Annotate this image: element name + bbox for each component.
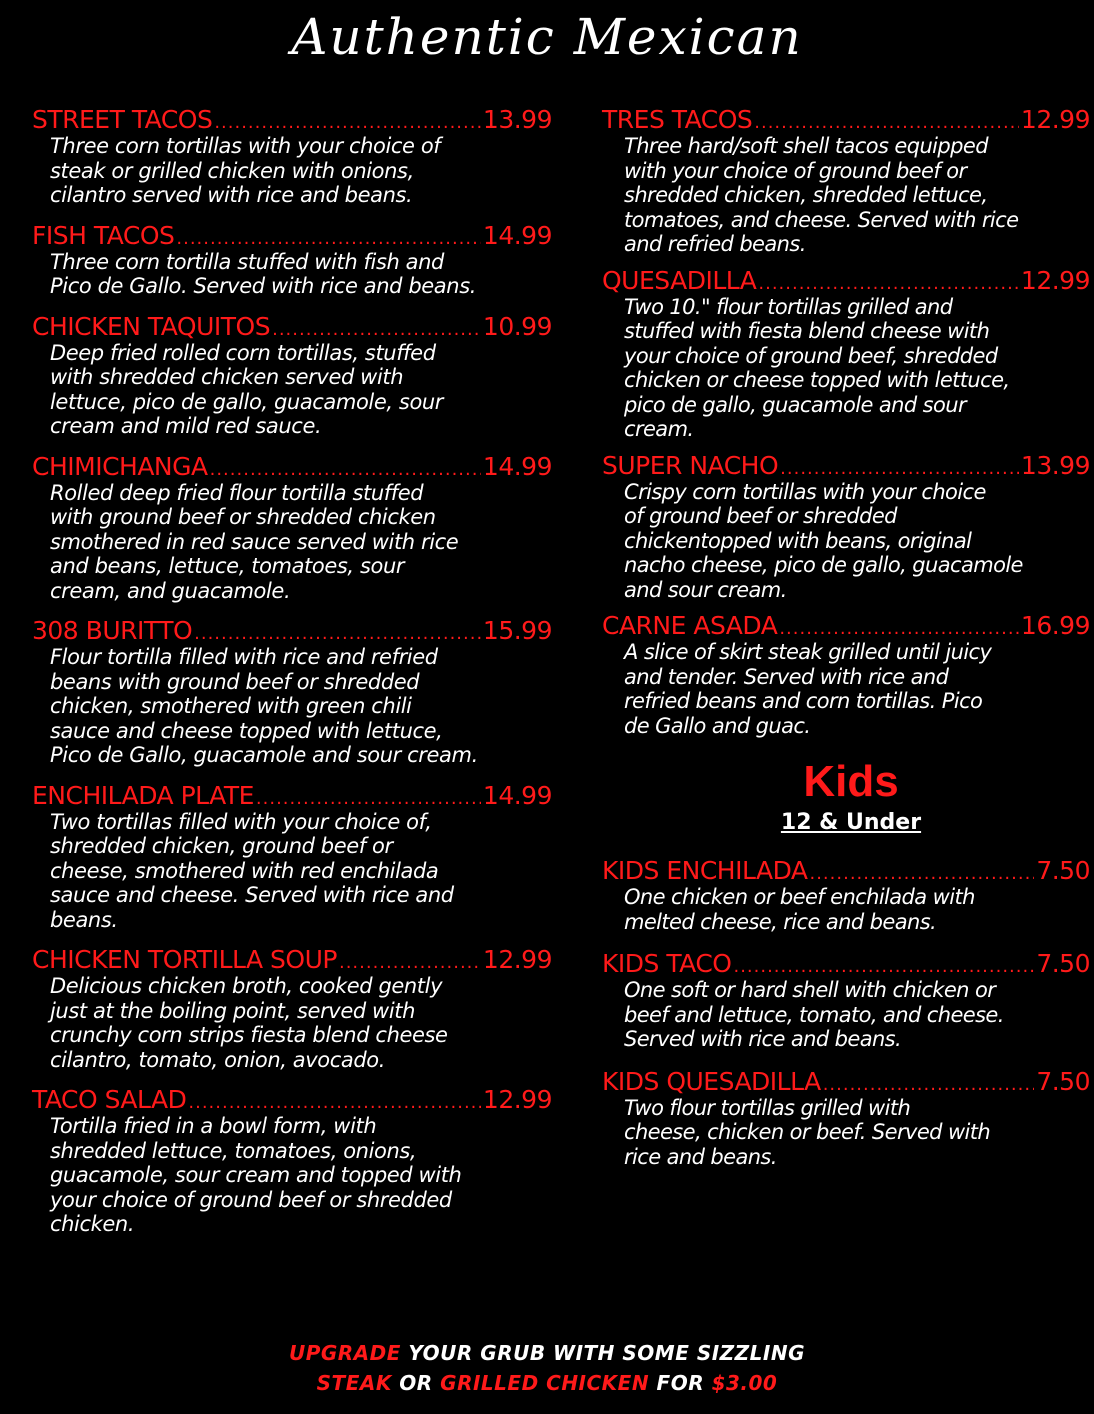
menu-item-name: CHIMICHANGA [32,451,208,481]
description-line: shredded chicken, shredded lettuce, [624,183,988,207]
menu-item [602,855,1090,934]
description-line: Two flour tortillas grilled with [624,1095,911,1120]
description-line: A slice of skirt steak grilled until juicy [624,640,992,664]
right-items [602,104,1090,738]
dot-leader [779,616,1019,642]
menu-item-price: 12.99 [1020,105,1090,134]
description-line: shredded lettuce, tomatoes, onions, [50,1138,417,1163]
menu-item-header [602,265,1090,297]
menu-item-price: 7.50 [1036,949,1090,978]
menu-item-description [602,295,1090,442]
description-line: steak or grilled chicken with onions, [50,158,414,183]
menu-item [32,615,552,768]
description-line: Two tortillas filled with your choice of, [50,809,432,834]
menu-item [602,104,1090,257]
menu-item-name: KIDS QUESADILLA [602,1066,821,1096]
menu-item-price: 12.99 [482,945,552,974]
menu-item-header [602,855,1090,887]
description-line: cheese, smothered with red enchilada [50,858,439,883]
menu-item-description [32,810,552,933]
description-line: Crispy corn tortillas with your choice [624,479,986,504]
description-line: Flour tortilla filled with rice and refried [50,645,438,669]
description-line: Served with rice and beans. [624,1027,902,1051]
description-line: your choice of ground beef, shredded [624,343,998,368]
footer-segment: UPGRADE [288,1341,401,1365]
menu-item-description [602,640,1090,738]
description-line: One chicken or beef enchilada with [624,885,975,909]
menu-item-description [32,974,552,1072]
dot-leader [754,110,1019,136]
dot-leader [823,1072,1035,1098]
description-line: sauce and cheese topped with lettuce, [50,718,443,743]
description-line: and tender. Served with rice and [624,664,949,689]
description-line: Three hard/soft shell tacos equipped [624,134,988,158]
menu-item [602,265,1090,442]
footer-segment: OR [391,1371,441,1395]
menu-item-price: 16.99 [1020,611,1090,640]
footer-segment: STEAK [316,1371,392,1395]
description-line: pico de gallo, guacamole and sour [624,392,966,417]
menu-item-name: CHICKEN TORTILLA SOUP [32,945,337,974]
description-line: melted cheese, rice and beans. [624,909,937,934]
description-line: shredded chicken, ground beef or [50,834,393,858]
menu-item-price: 14.99 [482,220,552,250]
menu-title: Authentic Mexican [291,8,803,66]
menu-item-header [32,311,552,343]
dot-leader [780,456,1019,482]
description-line: Pico de Gallo, guacamole and sour cream. [50,743,478,767]
footer-line-1 [0,1338,1094,1368]
description-line: chicken or cheese topped with lettuce, [624,368,1010,392]
description-line: just at the boiling point, served with [50,998,416,1023]
description-line: nacho cheese, pico de gallo, guacamole [624,553,1023,577]
menu-item-price: 14.99 [482,451,552,481]
description-line: of ground beef or shredded [624,504,897,528]
menu-item-name: CARNE ASADA [602,611,778,640]
description-line: chicken. [50,1212,135,1236]
dot-leader [194,621,481,647]
kids-section-title: Kids [803,757,899,806]
menu-item [32,780,552,933]
menu-item-description [32,341,552,439]
menu-item-name: CHICKEN TAQUITOS [32,311,271,341]
description-line: Three corn tortillas with your choice of [50,134,441,158]
description-line: Three corn tortilla stuffed with fish and [50,249,444,274]
description-line: and refried beans. [624,232,806,256]
menu-item-header [32,104,552,136]
menu-item-description [602,885,1090,934]
description-line: Delicious chicken broth, cooked gently [50,974,443,998]
description-line: beef and lettuce, tomato, and cheese. [624,1002,1004,1027]
menu-item [32,104,552,208]
footer-line-2 [0,1368,1094,1398]
menu-item-description [32,250,552,299]
menu-item-price: 15.99 [482,616,552,645]
menu-item-description [602,978,1090,1052]
menu-item-price: 12.99 [1020,265,1090,295]
description-line: with shredded chicken served with [50,365,404,389]
menu-item-header [602,104,1090,136]
description-line: lettuce, pico de gallo, guacamole, sour [50,389,444,414]
menu-item-price: 13.99 [1020,450,1090,480]
menu-item [602,610,1090,738]
menu-item-name: FISH TACOS [32,220,175,250]
menu-item-name: 308 BURITTO [32,616,193,645]
dot-leader [272,317,481,343]
menu-item-header [32,1084,552,1116]
dot-leader [758,271,1019,297]
description-line: and beans, lettuce, tomatoes, sour [50,554,405,578]
description-line: chickentopped with beans, original [624,528,972,553]
dot-leader [256,786,481,812]
description-line: cream, and guacamole. [50,578,291,603]
description-line: with your choice of ground beef or [624,158,967,183]
description-line: cilantro, tomato, onion, avocado. [50,1047,386,1072]
footer-segment: FOR [649,1371,712,1395]
menu-item-header [32,451,552,483]
dot-leader [733,954,1034,980]
description-line: rice and beans. [624,1144,777,1169]
dot-leader [176,226,481,252]
description-line: Two 10." flour tortillas grilled and [624,294,953,319]
description-line: stuffed with fiesta blend cheese with [624,319,990,343]
menu-item-name: TRES TACOS [602,105,753,134]
menu-item-description [32,645,552,768]
description-line: tomatoes, and cheese. Served with rice [624,207,1019,232]
dot-leader [809,861,1034,887]
menu-item-header [602,610,1090,642]
menu-item-name: ENCHILADA PLATE [32,780,254,810]
menu-item-price: 12.99 [482,1085,552,1114]
kids-items [602,855,1090,1169]
menu-item-name: STREET TACOS [32,105,213,134]
menu-item-description [602,1096,1090,1170]
left-column [32,104,552,1249]
description-line: and sour cream. [624,577,787,602]
description-line: beans with ground beef or shredded [50,669,420,694]
description-line: crunchy corn strips fiesta blend cheese [50,1023,448,1047]
description-line: with ground beef or shredded chicken [50,505,436,529]
description-line: cheese, chicken or beef. Served with [624,1120,991,1144]
menu-item-description [32,1114,552,1237]
dot-leader [188,1090,481,1116]
description-line: cream. [624,417,694,441]
menu-item-price: 7.50 [1036,856,1090,885]
footer-segment: GRILLED CHICKEN [440,1371,650,1395]
footer-segment: YOUR GRUB WITH SOME SIZZLING [400,1341,806,1365]
description-line: refried beans and corn tortillas. Pico [624,689,983,713]
description-line: beans. [50,907,118,932]
menu-item-header [602,1066,1090,1098]
description-line: Pico de Gallo. Served with rice and beans. [50,274,477,298]
menu-item-header [602,948,1090,980]
menu-item-description [32,134,552,208]
menu-item-description [32,481,552,604]
kids-section-subtitle: 12 & Under [780,810,922,835]
description-line: Rolled deep fried flour tortilla stuffed [50,480,424,505]
description-line: One soft or hard shell with chicken or [624,978,996,1002]
description-line: your choice of ground beef or shredded [50,1187,452,1212]
description-line: chicken, smothered with green chili [50,694,412,718]
description-line: cilantro served with rice and beans. [50,183,413,207]
menu-item-name: TACO SALAD [32,1085,187,1114]
menu-item-price: 14.99 [482,780,552,810]
menu-item-description [602,480,1090,603]
menu-item-price: 13.99 [482,105,552,134]
description-line: smothered in red sauce served with rice [50,529,459,554]
description-line: guacamole, sour cream and topped with [50,1163,462,1187]
menu-item [32,311,552,439]
menu-item-name: QUESADILLA [602,265,757,295]
dot-leader [214,110,481,136]
menu-item [32,451,552,604]
menu-item-header [32,780,552,812]
menu-item-name: KIDS TACO [602,949,732,978]
menu-item-header [602,450,1090,482]
menu-item-header [32,944,552,976]
description-line: Deep fried rolled corn tortillas, stuffed [50,340,436,365]
menu-item [32,1084,552,1237]
description-line: sauce and cheese. Served with rice and [50,883,454,907]
menu-item [602,1066,1090,1170]
menu-item-name: KIDS ENCHILADA [602,856,808,885]
menu-item-description [602,134,1090,257]
menu-item-header [32,220,552,252]
description-line: Tortilla fried in a bowl form, with [50,1114,377,1138]
menu-item [602,450,1090,603]
menu-item-name: SUPER NACHO [602,450,779,480]
menu-item [32,220,552,299]
menu-item-header [32,615,552,647]
footer-segment: $3.00 [711,1371,778,1395]
right-column [602,104,1090,1183]
description-line: de Gallo and guac. [624,713,811,738]
menu-item [32,944,552,1072]
dot-leader [210,457,481,483]
description-line: cream and mild red sauce. [50,414,322,438]
menu-item [602,948,1090,1052]
menu-item-price: 7.50 [1036,1066,1090,1096]
menu-item-price: 10.99 [482,311,552,341]
dot-leader [339,950,481,976]
